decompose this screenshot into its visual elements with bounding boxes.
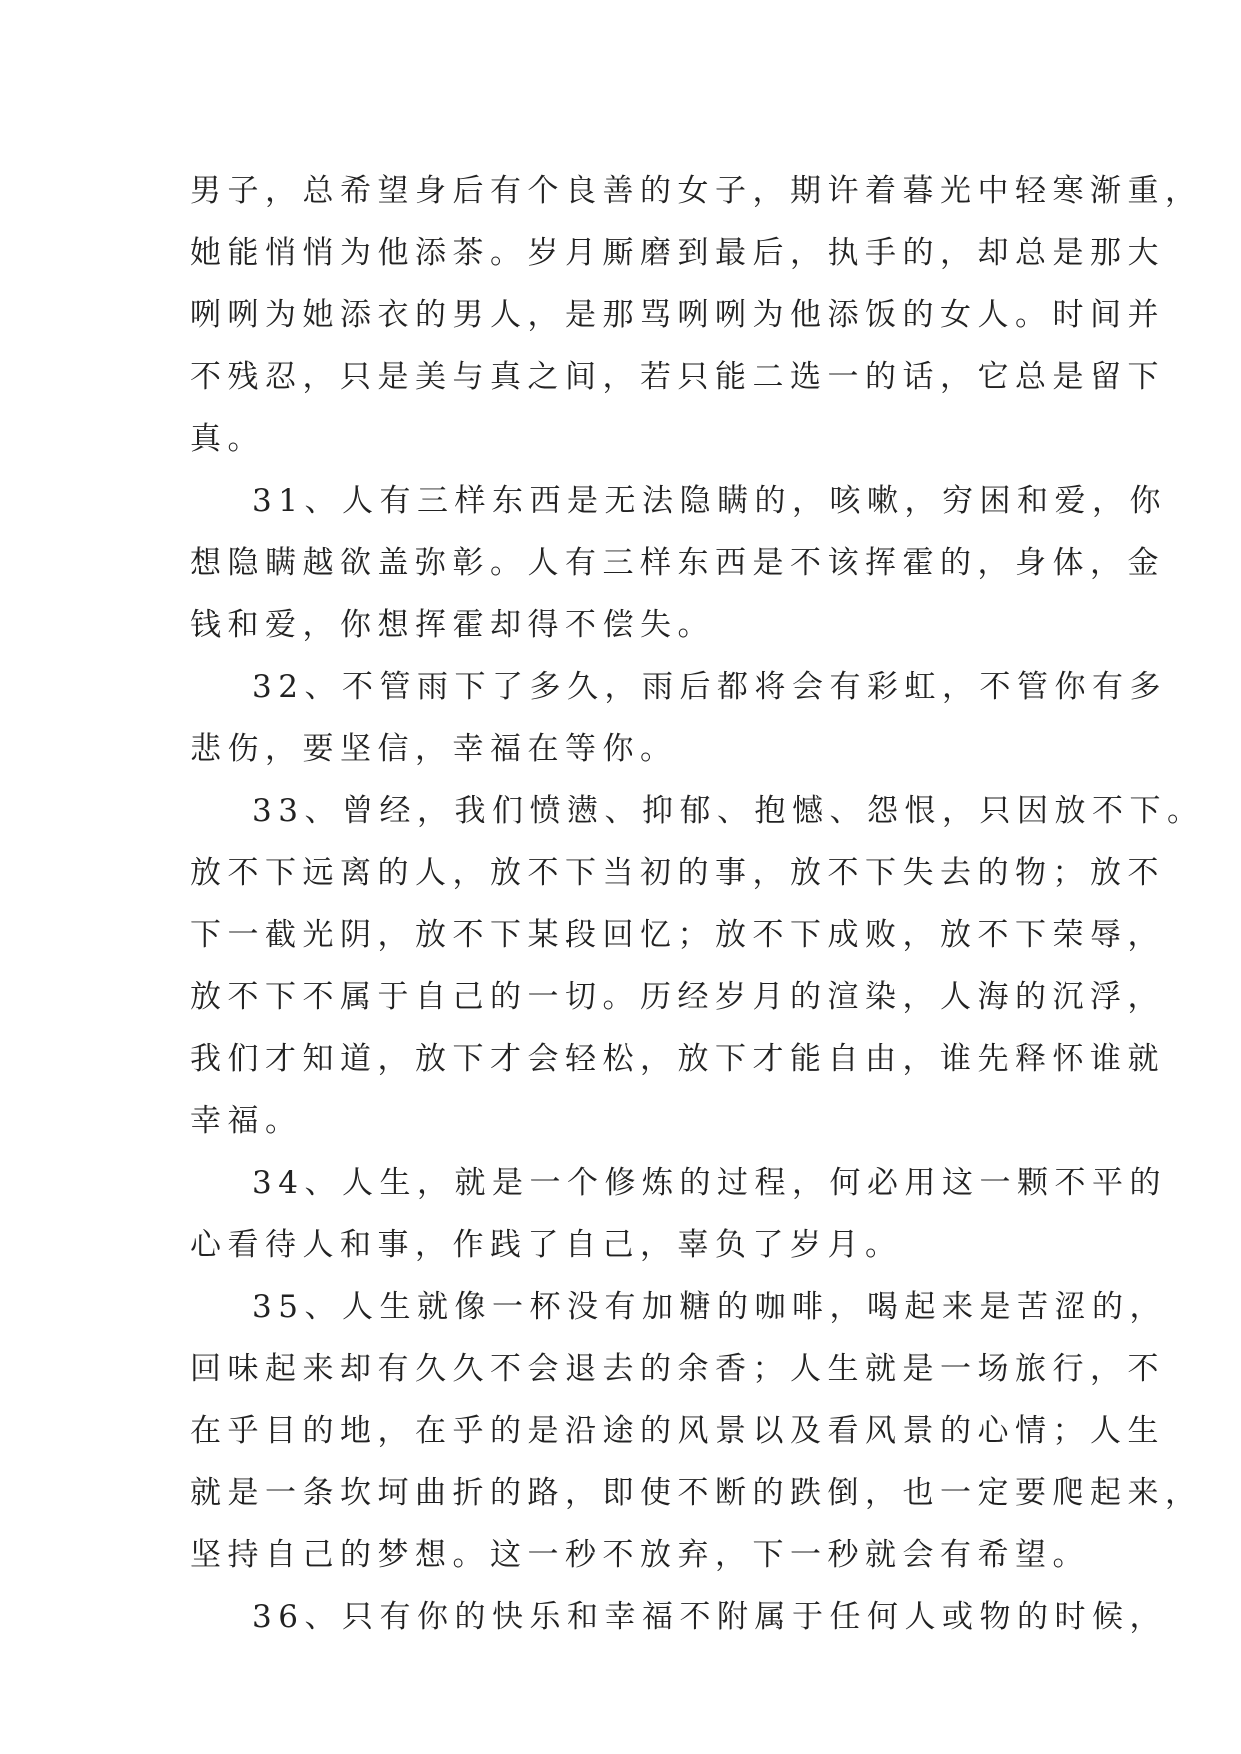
text-line: 悲伤，要坚信，幸福在等你。 (190, 731, 678, 767)
paragraph-34-start: 34、人生，就是一个修炼的过程，何必用这一颗不平的 (252, 1165, 1167, 1201)
paragraph-33-start: 33、曾经，我们愤懑、抑郁、抱憾、怨恨，只因放不下。 (252, 793, 1205, 829)
text-line: 坚持自己的梦想。这一秒不放弃，下一秒就会有希望。 (190, 1537, 1090, 1573)
text-line: 下一截光阴，放不下某段回忆；放不下成败，放不下荣辱， (190, 917, 1165, 953)
text-line: 心看待人和事，作践了自己，辜负了岁月。 (190, 1227, 903, 1263)
paragraph-31-start: 31、人有三样东西是无法隐瞒的，咳嗽，穷困和爱，你 (252, 483, 1167, 519)
text-line: 真。 (190, 421, 265, 457)
text-line: 她能悄悄为他添茶。岁月厮磨到最后，执手的，却总是那大 (190, 235, 1165, 271)
paragraph-35-start: 35、人生就像一杯没有加糖的咖啡，喝起来是苦涩的， (252, 1289, 1167, 1325)
text-line: 放不下不属于自己的一切。历经岁月的渲染，人海的沉浮， (190, 979, 1165, 1015)
text-line: 我们才知道，放下才会轻松，放下才能自由，谁先释怀谁就 (190, 1041, 1165, 1077)
text-line: 放不下远离的人，放不下当初的事，放不下失去的物；放不 (190, 855, 1165, 891)
text-line: 幸福。 (190, 1103, 303, 1139)
text-line: 回味起来却有久久不会退去的余香；人生就是一场旅行，不 (190, 1351, 1165, 1387)
body-text (190, 160, 1205, 1648)
text-line: 男子，总希望身后有个良善的女子，期许着暮光中轻寒渐重， (190, 173, 1203, 209)
text-line: 想隐瞒越欲盖弥彰。人有三样东西是不该挥霍的，身体，金 (190, 545, 1165, 581)
paragraph-32-start: 32、不管雨下了多久，雨后都将会有彩虹，不管你有多 (252, 669, 1167, 705)
text-line: 在乎目的地，在乎的是沿途的风景以及看风景的心情；人生 (190, 1413, 1165, 1449)
text-line: 就是一条坎坷曲折的路，即使不断的跌倒，也一定要爬起来， (190, 1475, 1203, 1511)
paragraph-36-start: 36、只有你的快乐和幸福不附属于任何人或物的时候， (252, 1599, 1167, 1635)
text-line: 咧咧为她添衣的男人，是那骂咧咧为他添饭的女人。时间并 (190, 297, 1165, 333)
text-line: 钱和爱，你想挥霍却得不偿失。 (190, 607, 715, 643)
text-line: 不残忍，只是美与真之间，若只能二选一的话，它总是留下 (190, 359, 1165, 395)
